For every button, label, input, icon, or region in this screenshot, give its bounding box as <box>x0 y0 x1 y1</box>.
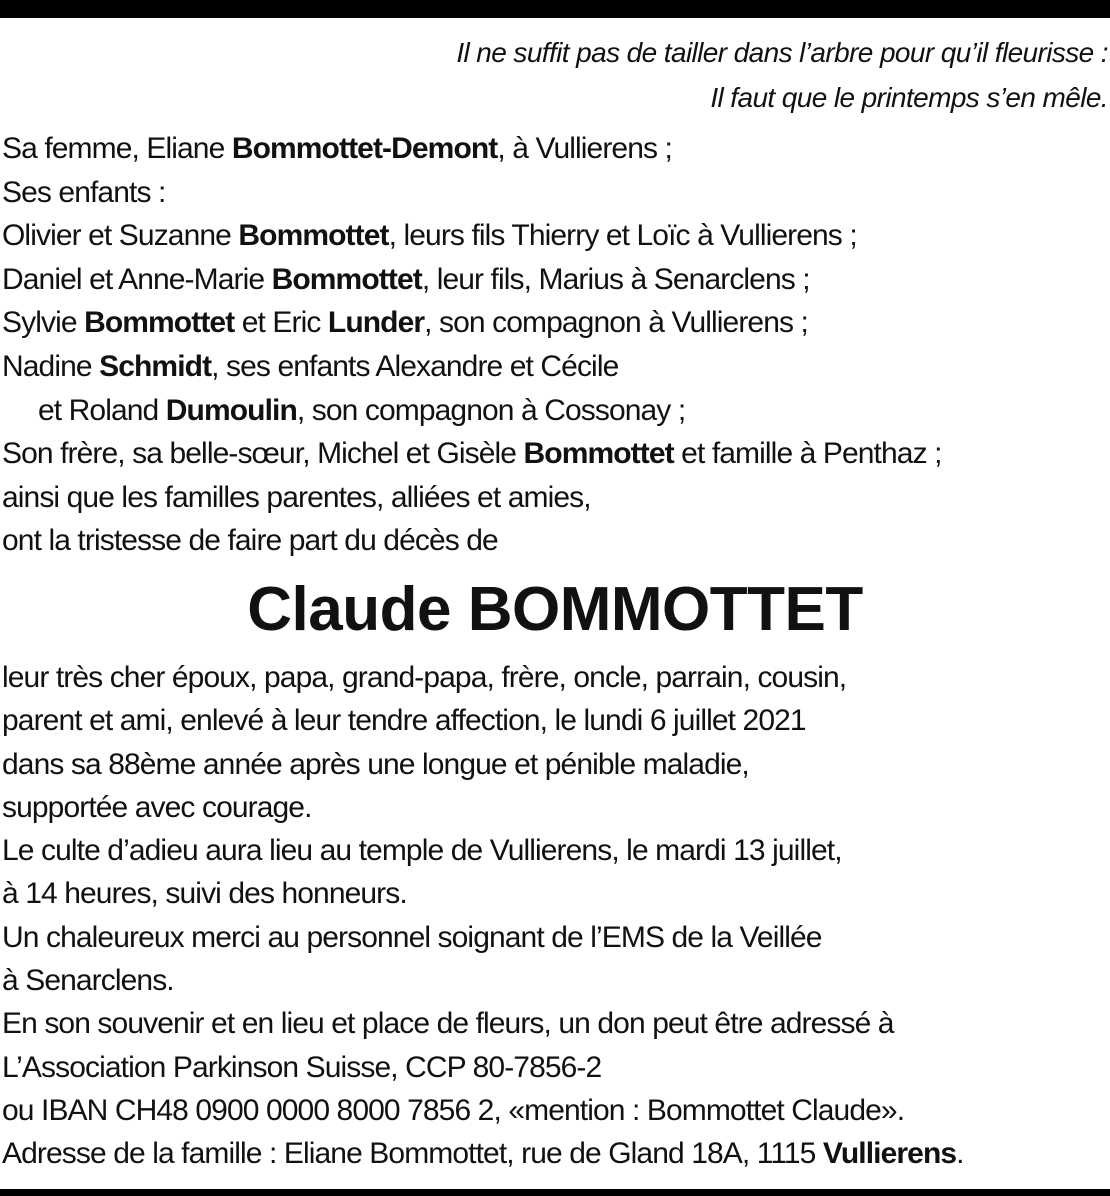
notice-line: parent et ami, enlevé à leur tendre affection, le lundi 6 juillet 2021 <box>2 704 806 738</box>
surname: Dumoulin <box>165 393 297 427</box>
notice-line-iban: ou IBAN CH48 0900 0000 8000 7856 2, «mention : Bommottet Claude». <box>2 1093 905 1127</box>
family-line-roland: et Roland Dumoulin, son compagnon à Cossonay ; <box>38 393 686 427</box>
surname: Bommottet <box>84 306 235 340</box>
surname: Bommottet <box>238 219 389 253</box>
family-line-wife: Sa femme, Eliane Bommottet-Demont, à Vullierens ; <box>2 132 672 165</box>
notice-line-service-time: à 14 heures, suivi des honneurs. <box>2 877 407 911</box>
family-line-relatives: ainsi que les familles parentes, alliées et amies, <box>2 480 591 514</box>
surname: Bommottet <box>271 262 422 296</box>
epigraph <box>456 30 1108 120</box>
family-line-sylvie: Sylvie Bommottet et Eric Lunder, son compagnon à Vullierens ; <box>2 306 808 340</box>
family-line-brother: Son frère, sa belle-sœur, Michel et Gisèle Bommottet et famille à Penthaz ; <box>2 437 942 471</box>
notice-text <box>2 656 964 1176</box>
family-line-olivier: Olivier et Suzanne Bommottet, leurs fils Thierry et Loïc à Vullierens ; <box>2 219 857 253</box>
surname: Lunder <box>327 306 425 340</box>
notice-line-thanks: Un chaleureux merci au personnel soignant de l’EMS de la Veillée <box>2 920 822 954</box>
bottom-border-rule <box>0 1189 1110 1196</box>
family-line-children-heading: Ses enfants : <box>2 175 166 209</box>
notice-line-service: Le culte d’adieu aura lieu au temple de Vullierens, le mardi 13 juillet, <box>2 834 842 868</box>
family-line-nadine: Nadine Schmidt, ses enfants Alexandre et Cécile <box>2 349 619 383</box>
notice-line: supportée avec courage. <box>2 790 312 824</box>
address-town: Vullierens <box>822 1137 957 1171</box>
notice-line: dans sa 88ème année après une longue et pénible maladie, <box>2 747 749 781</box>
family-announcement <box>2 127 942 563</box>
surname: Bommottet-Demont <box>231 132 498 165</box>
epigraph-line-2: Il faut que le printemps s’en mêle. <box>710 82 1108 113</box>
notice-line-donation: En son souvenir et en lieu et place de fleurs, un don peut être adressé à <box>2 1007 894 1041</box>
notice-line-address: Adresse de la famille : Eliane Bommottet, rue de Gland 18A, 1115 Vullierens. <box>2 1137 964 1171</box>
notice-line: leur très cher époux, papa, grand-papa, frère, oncle, parrain, cousin, <box>2 661 847 694</box>
epigraph-line-1: Il ne suffit pas de tailler dans l’arbre pour qu’il fleurisse : <box>456 37 1108 68</box>
surname: Bommottet <box>523 437 674 471</box>
notice-line-association: L’Association Parkinson Suisse, CCP 80-7856-2 <box>2 1050 602 1084</box>
deceased-name: Claude BOMMOTTET <box>247 575 863 644</box>
notice-line-thanks-place: à Senarclens. <box>2 964 174 998</box>
top-border-rule <box>0 0 1110 18</box>
surname: Schmidt <box>99 349 212 383</box>
family-line-announcement: ont la tristesse de faire part du décès de <box>2 524 498 558</box>
family-line-daniel: Daniel et Anne-Marie Bommottet, leur fils, Marius à Senarclens ; <box>2 262 810 296</box>
